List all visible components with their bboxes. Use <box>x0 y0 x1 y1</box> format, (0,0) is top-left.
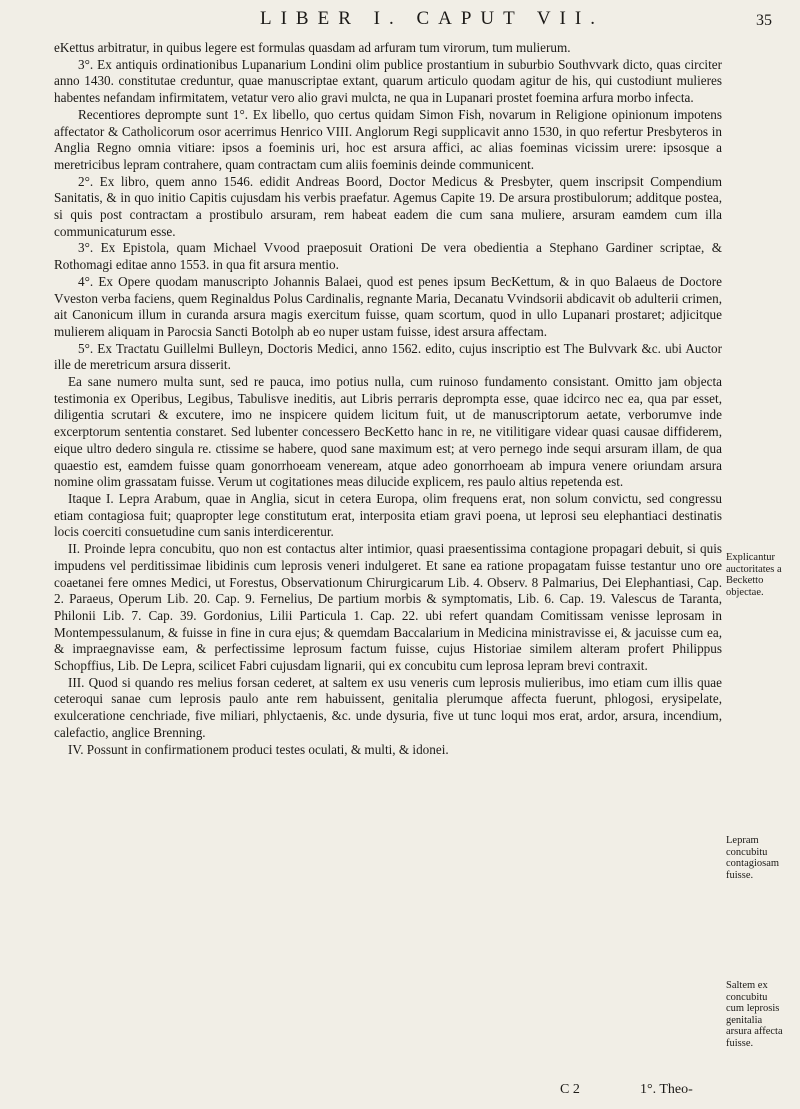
margin-note-3: Saltem ex concubitu cum leprosis genitalia arsura affecta fuisse. <box>726 980 783 1049</box>
paragraph-12: IV. Possunt in confirmationem produci testes oculati, & multi, & idonei. <box>68 741 449 757</box>
paragraph-4: 2°. Ex libro, quem anno 1546. edidit Andreas Boord, Doctor Medicus & Presbyter, quem inscripsit Compendium Sanitatis, & in quo initio Capitis cujusdam his verbis praefatur. Agemus Capite 19. De arsura prostibulorum; additque postea, si quis post contractam a prostibulo arsuram, rem habeat eadem die cum sana muliere, arsuram eamdem cum illa communicaturum esse. <box>54 173 722 239</box>
signature-mark: C 2 <box>560 1082 580 1097</box>
paragraph-2: 3°. Ex antiquis ordinationibus Lupanarium Londini olim publice prostantium in suburbio Southvvark dicto, quas circiter anno 1430. constitutae creduntur, quae manuscriptae extant, quarum articulo quodam agitur de his, qui custodiunt mulieres habentes nefandam infirmitatem, vetatur vero alio gravi mulcta, ne qua in Lupanari prostet foemina arfura morbo infecta. <box>54 56 722 106</box>
margin-note-2: Lepram concubitu contagiosam fuisse. <box>726 835 780 881</box>
page-footer <box>0 1082 800 1102</box>
paragraph-10: II. Proinde lepra concubitu, quo non est contactus alter intimior, quasi praesentissima contagione propagari debuit, si quis impudens vel perditissimae libidinis cum leprosis veneri indulgeret. Et sane ea ratione propagatam fuisse testantur uno ore coaetanei fere omnes Medici, ut Forestus, Observationum Chirurgicarum Lib. 4. Observ. 8 Palmarius, Dei Elephantiasi, Cap. 2. Paraeus, Operum Lib. 20. Cap. 9. Fernelius, De partium morbis & symptomatis, Lib. 6. Cap. 19. Valescus de Taranta, Philonii Lib. 7. Cap. 39. Gordonius, Lilii Particula 1. Cap. 22. ubi refert quandam Comitissam venisse leprosam in Montempessulanum, & fuisse in fine in cura ejus; & quemdam Baccalarium in Medicina ministravisse ei, & jacuisse cum ea, & impraegnavisse eam, & perfectissime leprosum factum fuisse, cujus Historiae similem alteram profert Philippus Schopffius, Lib. De Lepra, scilicet Fabri cujusdam lignarii, qui ex concubitu cum leprosa lepram brevi contraxit. <box>54 541 722 674</box>
paragraph-3: Recentiores deprompte sunt 1°. Ex libello, quo certus quidam Simon Fish, novarum in Religione opinionum impotens affectator & Catholicorum osor acerrimus Henrico VIII. Anglorum Regi supplicavit anno 1530, in quo refertur Presbyteros in Anglia Regno omnia vitiare: ipsos a foeminis uri, hoc est arsura affici, ac alias foeminas vicissim urere: ipsosque a meretricibus lepram contrahere, quam contractam cum aliis foeminis deinde communicent. <box>54 106 722 172</box>
paragraph-6: 4°. Ex Opere quodam manuscripto Johannis Balaei, quod est penes ipsum BecKettum, & in quo Balaeus de Doctore Vveston verba faciens, quem Reginaldus Polus Cardinalis, regnante Maria, Decanatu Vvindsorii abdicavit ob adulterii crimen, ait Canonicum illum in curanda arsura magis exercitum fuisse, quam scortum, quod in ullo Lupanari prostaret; adjicitque mulierem aliquam in Parocsia Sancti Botolph ab eo nuper ustam fuisse, idest arsura affectam. <box>54 273 722 339</box>
paragraph-11: III. Quod si quando res melius forsan cederet, at saltem ex usu veneris cum leprosis mulieribus, imo etiam cum illis quae ceteroqui sanae cum leprosis paulo ante rem habuissent, genitalia plerumque affecta fuerunt, phlogosi, erysipelate, exulceratione cenchriade, five miliari, phlyctaenis, &c. unde dysuria, five ut tunc loqui mos erat, ardor, arsura, incendium, calefactio, anglice Brenning. <box>54 674 722 740</box>
paragraph-1: eKettus arbitratur, in quibus legere est formulas quasdam ad arfuram tum virorum, tum mulierum. <box>54 40 571 55</box>
catchword: 1°. Theo- <box>640 1082 693 1097</box>
page-number: 35 <box>756 12 772 29</box>
paragraph-8: Ea sane numero multa sunt, sed re pauca, imo potius nulla, cum ruinoso fundamento consistant. Omitto jam objecta testimonia ex Operibus, Legibus, Tabulisve ineditis, aut Libris perraris deprompta esse, quae idcirco nec ea, qua par esset, diligentia scrutari & excutere, imo ne inspicere quidem licitum fuit, ut de manuscriptorum aetate, verborumve inde excerptorum sententia constaret. Sed lubenter concessero BecKetto hanc in re, ne vitilitigare videar quasi causae diffiderem, eique ultro dedero singula re. ctissime se habere, quod sane maximum est; at vero pernego inde sequi arsuram illam, de qua quaestio est, eamdem fuisse quam gonorrhoeam veneream, atque adeo gonorrhoeam ab impura venere oriundam arsura nomine olim grassatam fuisse. Verum ut cogitationes meas dilucide explicem, res paulo altius repetenda est. <box>54 374 722 490</box>
paragraph-5: 3°. Ex Epistola, quam Michael Vvood praeposuit Orationi De vera obedientia a Stephano Gardiner scriptae, & Rothomagi editae anno 1553. in qua fit arsura mentio. <box>54 240 722 273</box>
main-text <box>54 40 722 758</box>
paragraph-9: Itaque I. Lepra Arabum, quae in Anglia, sicut in cetera Europa, olim frequens erat, non solum convictu, sed congressu etiam contagiosa fuit; quapropter lege constitutum erat, interposita etiam gravi poena, ut leprosi seu elephantiaci destinatis locis coerciti consuetudine cum sanis interdicerentur. <box>54 490 722 540</box>
running-title: LIBER I. CAPUT VII. <box>260 8 604 29</box>
paragraph-7: 5°. Ex Tractatu Guillelmi Bulleyn, Doctoris Medici, anno 1562. edito, cujus inscriptio est The Bulvvark &c. ubi Auctor ille de meretricum arsura disserit. <box>54 340 722 373</box>
running-header <box>0 8 800 38</box>
margin-note-1: Explicantur auctoritates a Becketto objectae. <box>726 552 782 598</box>
